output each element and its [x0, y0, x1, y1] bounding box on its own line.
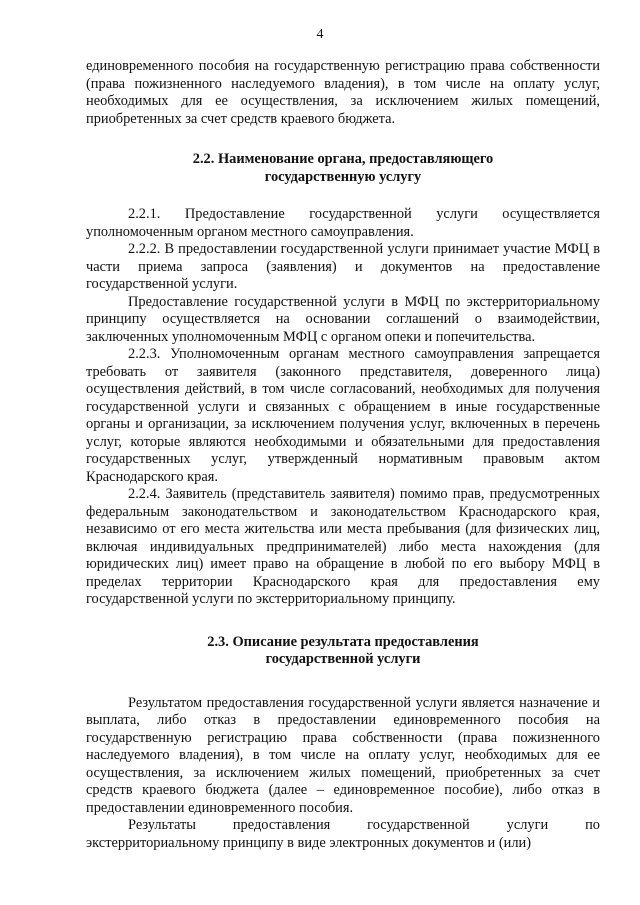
- paragraph-2-2-1: 2.2.1. Предоставление государственной услуги осуществляется уполномоченным органом местного самоуправления.: [86, 206, 600, 240]
- paragraph-2-2-3: 2.2.3. Уполномоченным органам местного самоуправления запрещается требовать от заявителя (законного представителя, доверенного лица) осуществления действий, в том числе согласований, необходимых для получения государственной услуги и связанных с обращением в иные государственные органы и организации, за исключением получения услуг, включенных в перечень услуг, которые являются необходимыми и обязательными для предоставления государственных услуг, утвержденный нормативным правовым актом Краснодарского края.: [86, 346, 600, 485]
- continuation-paragraph: единовременного пособия на государственную регистрацию права собственности (права пожизненного наследуемого владения), в том числе на оплату услуг, необходимых для ее осуществления, за исключением жилых помещений, приобретенных за счет средств краевого бюджета.: [86, 58, 600, 127]
- section-2-2-title-line2: государственную услугу: [264, 168, 422, 185]
- page-number: 4: [316, 27, 324, 42]
- section-2-2-heading: [86, 151, 600, 186]
- paragraph-2-2-2-mfc: Предоставление государственной услуги в МФЦ по экстерриториальному принципу осуществляется на основании соглашений о взаимодействии, заключенных уполномоченным МФЦ с органом опеки и попечительства.: [86, 293, 600, 345]
- paragraph-2-2-4: 2.2.4. Заявитель (представитель заявителя) помимо прав, предусмотренных федеральным законодательством и законодательством Краснодарского края, независимо от его места жительства или места пребывания (для физических лиц, включая индивидуальных предпринимателей) либо места нахождения (для юридических лиц) имеет право на обращение в любой по его выбору МФЦ в пределах территории Краснодарского края для предоставления ему государственной услуги по экстерриториальному принципу.: [86, 486, 600, 607]
- paragraph-2-3-results-extraterritorial: Результаты предоставления государственной услуги по экстерриториальному принципу в виде электронных документов и (или): [86, 817, 600, 851]
- section-2-3-title-line2: государственной услуги: [265, 651, 421, 667]
- section-2-2-title-line1: 2.2. Наименование органа, предоставляющего: [192, 151, 494, 167]
- section-2-3-heading: [86, 634, 600, 669]
- paragraph-2-3-result: Результатом предоставления государственной услуги является назначение и выплата, либо отказ в предоставлении единовременного пособия на государственную регистрацию права собственности (права пожизненного наследуемого владения), в том числе на оплату услуг, необходимых для ее осуществления, за исключением жилых помещений, приобретенных за счет средств краевого бюджета (далее – единовременное пособие), либо отказ в предоставлении единовременного пособия.: [86, 694, 600, 816]
- paragraph-2-2-2: 2.2.2. В предоставлении государственной услуги принимает участие МФЦ в части приема запроса (заявления) и документов на предоставление государственной услуги.: [86, 241, 600, 292]
- section-2-3-title-line1: 2.3. Описание результата предоставления: [207, 633, 479, 650]
